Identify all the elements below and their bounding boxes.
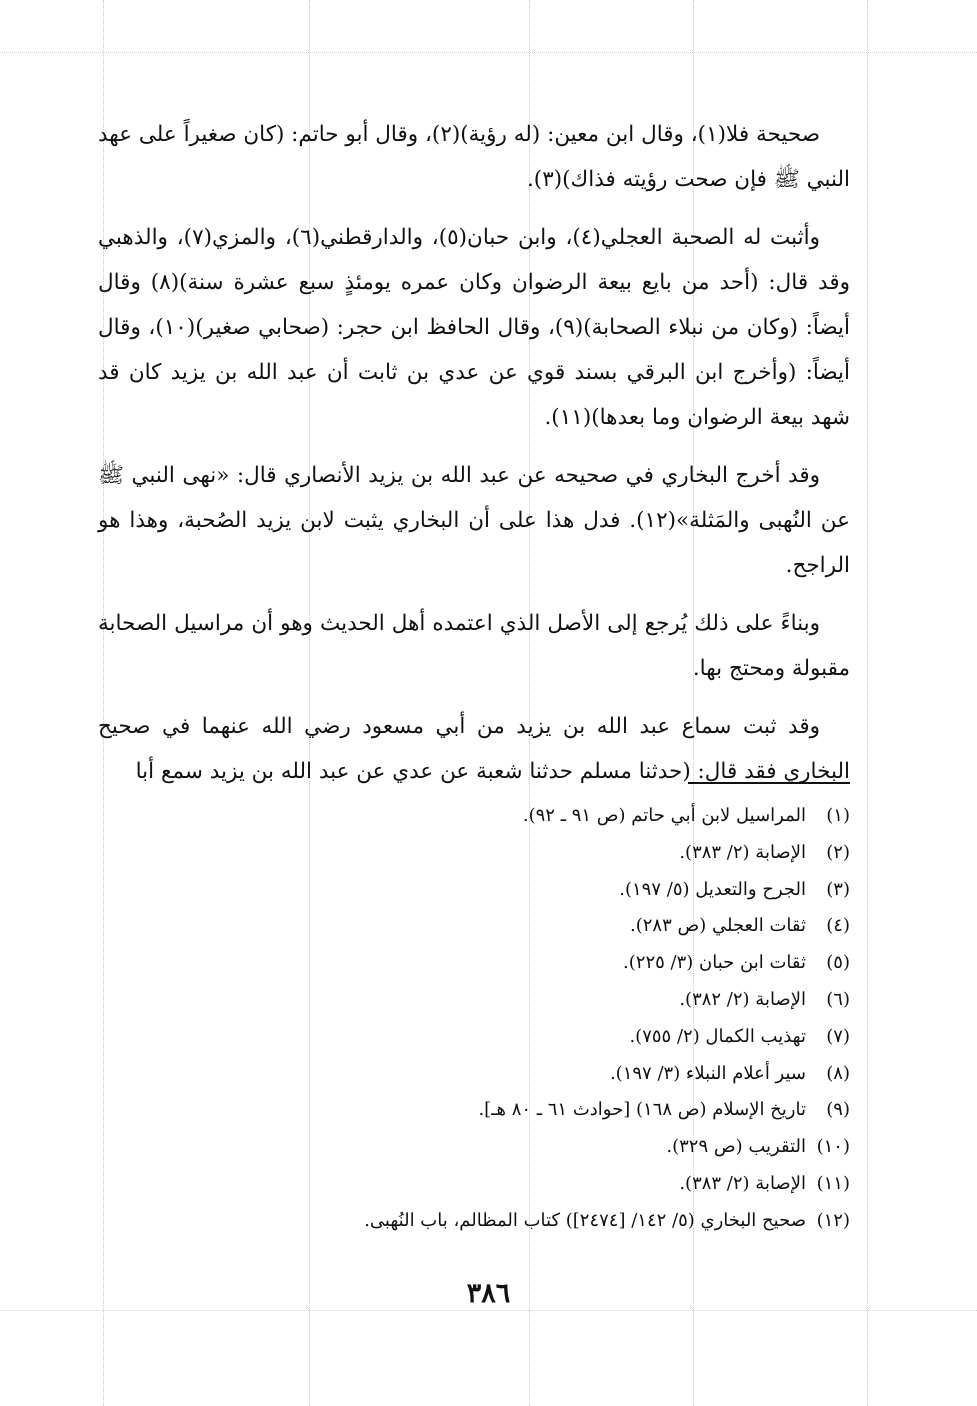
- footnote-text: الإصابة (٢/ ٣٨٣).: [679, 1172, 806, 1194]
- footnote-number: (٢): [826, 841, 850, 863]
- footnote-item: [98, 835, 850, 872]
- page-number: ٣٨٦: [466, 1278, 511, 1309]
- footnote-number: (١١): [816, 1172, 850, 1194]
- footnote-text: الإصابة (٢/ ٣٨٣).: [679, 841, 806, 863]
- footnote-item: [98, 1019, 850, 1056]
- footnote-item: [98, 1092, 850, 1129]
- footnote-text: المراسيل لابن أبي حاتم (ص ٩١ ـ ٩٢).: [522, 805, 806, 826]
- footnote-number: (٩): [826, 1099, 850, 1121]
- footnote-number: (٥): [826, 952, 850, 974]
- footnote-text: تاريخ الإسلام (ص ١٦٨) [حوادث ٦١ ـ ٨٠ هـ].: [478, 1099, 806, 1121]
- footnote-item: [98, 872, 850, 909]
- footnote-item: [98, 1166, 850, 1203]
- body-text: [98, 112, 850, 807]
- footnote-number: (٧): [826, 1025, 850, 1047]
- footnote-number: (٤): [826, 915, 850, 937]
- scan-guide-line: [0, 52, 977, 53]
- footnote-text: ثقات ابن حبان (٣/ ٢٢٥).: [623, 952, 806, 974]
- footnote-number: (١٠): [816, 1136, 850, 1158]
- footnote-text: سير أعلام النبلاء (٣/ ١٩٧).: [609, 1062, 806, 1084]
- footnote-number: (١٢): [816, 1209, 850, 1231]
- footnote-text: تهذيب الكمال (٢/ ٧٥٥).: [629, 1025, 806, 1047]
- footnote-item: [98, 1203, 850, 1240]
- footnote-item: [98, 1129, 850, 1166]
- footnote-separator: [688, 782, 850, 784]
- footnote-number: (١): [826, 805, 850, 826]
- paragraph: وقد ثبت سماع عبد الله بن يزيد من أبي مسعود رضي الله عنهما في صحيح البخاري فقد قال: (حدثنا مسلم حدثنا شعبة عن عدي عن عبد الله بن يزيد سمع أبا: [98, 714, 850, 784]
- paragraph: وأثبت له الصحبة العجلي(٤)، وابن حبان(٥)، والدارقطني(٦)، والمزي(٧)، والذهبي وقد قال: (أحد من بايع بيعة الرضوان وكان عمره يومئذٍ سبع عشرة سنة)(٨) وقال أيضاً: (وكان من نبلاء الصحابة)(٩)، وقال الحافظ ابن حجر: (صحابي صغير)(١٠)، وقال أيضاً: (وأخرج ابن البرقي بسند قوي عن عدي بن ثابت أن عبد الله بن يزيد كان قد شهد بيعة الرضوان وما بعدها)(١١).: [98, 225, 850, 430]
- footnotes-list: [98, 798, 850, 1240]
- footnote-item: [98, 945, 850, 982]
- footnote-item: [98, 798, 850, 835]
- footnote-number: (٣): [826, 878, 850, 900]
- footnote-text: التقريب (ص ٣٢٩).: [666, 1136, 806, 1158]
- footnote-text: الإصابة (٢/ ٣٨٢).: [679, 988, 806, 1010]
- footnote-item: [98, 908, 850, 945]
- paragraph: وقد أخرج البخاري في صحيحه عن عبد الله بن يزيد الأنصاري قال: «نهى النبي ﷺ عن النُهبى والمَثلة»(١٢). فدل هذا على أن البخاري يثبت لابن يزيد الصُحبة، وهذا هو الراجح.: [98, 463, 850, 578]
- footnote-text: ثقات العجلي (ص ٢٨٣).: [629, 915, 806, 937]
- footnote-item: [98, 982, 850, 1019]
- scan-guide-line: [0, 1310, 977, 1311]
- paragraph: وبناءً على ذلك يُرجع إلى الأصل الذي اعتمده أهل الحديث وهو أن مراسيل الصحابة مقبولة ومحتج بها.: [98, 611, 850, 681]
- footnote-text: صحيح البخاري (٥/ ١٤٢/ [٢٤٧٤]) كتاب المظالم، باب النُهبى.: [364, 1209, 806, 1231]
- footnote-number: (٦): [826, 988, 850, 1010]
- footnote-text: الجرح والتعديل (٥/ ١٩٧).: [619, 878, 806, 900]
- footnote-number: (٨): [826, 1062, 850, 1084]
- paragraph: صحيحة فلا(١)، وقال ابن معين: (له رؤية)(٢)، وقال أبو حاتم: (كان صغيراً على عهد النبي ﷺ فإن صحت رؤيته فذاك)(٣).: [98, 122, 850, 192]
- footnote-item: [98, 1056, 850, 1093]
- scan-guide-line: [867, 0, 868, 1406]
